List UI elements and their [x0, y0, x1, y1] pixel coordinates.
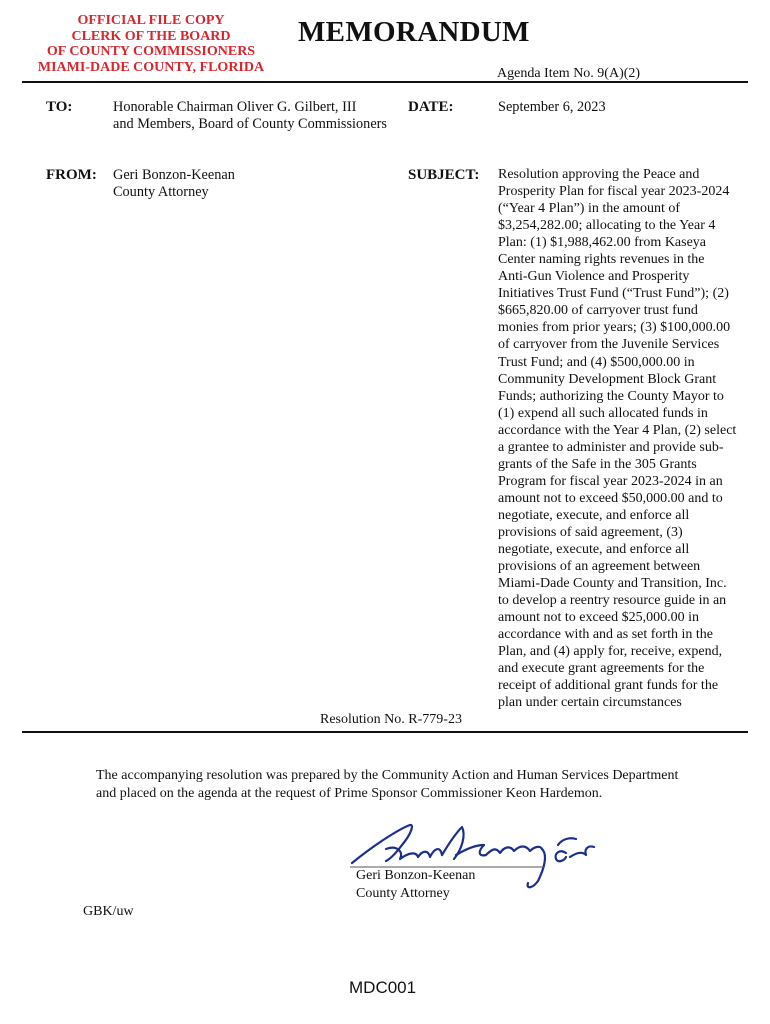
date-label: DATE: [408, 99, 454, 115]
stamp-line: CLERK OF THE BOARD [71, 28, 231, 44]
body-line: and placed on the agenda at the request of Prime Sponsor Commissioner Keon Hardemon. [96, 786, 603, 801]
from-line: County Attorney [113, 184, 209, 200]
signer-name: Geri Bonzon-Keenan [356, 868, 476, 883]
to-line: and Members, Board of County Commissioners [113, 116, 388, 132]
to-line: Honorable Chairman Oliver G. Gilbert, III [113, 99, 357, 115]
stamp-line: OF COUNTY COMMISSIONERS [46, 44, 256, 59]
memo-title: MEMORANDUM [298, 16, 530, 48]
stamp-line: MIAMI-DADE COUNTY, FLORIDA [37, 59, 265, 75]
from-sender [113, 167, 235, 201]
from-line: Geri Bonzon-Keenan [113, 167, 235, 183]
subject-label: SUBJECT: [408, 167, 480, 183]
to-recipient [113, 99, 387, 133]
typist-initials: GBK/uw [83, 904, 134, 919]
resolution-number: Resolution No. R-779-23 [320, 712, 462, 727]
date-value: September 6, 2023 [498, 99, 606, 115]
from-label: FROM: [46, 167, 97, 183]
header-divider [22, 81, 748, 83]
to-label: TO: [46, 99, 73, 115]
subject-text: Resolution approving the Peace and Prosperity Plan for fiscal year 2023-2024 (“Year 4 Plan”) in the amount of $3,254,282.00; allocating to the Year 4 Plan: (1) $1,988,462.00 from Kaseya Center naming rights revenues in the Anti-Gun Violence and Prosperity Initiatives Trust Fund (“Trust Fund”); (2) $665,820.00 of carryover trust fund monies from prior years; (3) $100,000.00 of carryover from the Juvenile Services Trust Fund; and (4) $500,000.00 in Community Development Block Grant Funds; authorizing the County Mayor to (1) expend all such allocated funds in accordance with the Year 4 Plan, (2) select a grantee to administer and provide sub- grants of the Safe in the 305 Grants Program for fiscal year 2023-2024 in an amount not to exceed $50,000.00 and to negotiate, execute, and enforce all provisions of said agreement, (3) negotiate, execute, and enforce all provisions of an agreement between Miami-Dade County and Transition, Inc. to develop a reentry resource guide in an amount not to exceed $25,000.00 in accordance with and as set forth in the Plan, and (4) apply for, receive, expend, and execute grant agreements for the receipt of additional grant funds for the plan under certain circumstances [498, 167, 737, 711]
agenda-item-number: Agenda Item No. 9(A)(2) [497, 66, 641, 81]
signer-block [356, 867, 475, 903]
subject-divider [22, 731, 748, 733]
footer-code: MDC001 [349, 978, 417, 997]
stamp-line: OFFICIAL FILE COPY [77, 13, 225, 28]
official-file-copy-stamp [22, 13, 280, 75]
signer-title: County Attorney [356, 886, 450, 901]
body-line: The accompanying resolution was prepared by the Community Action and Human Services Department [96, 768, 679, 783]
memo-body [96, 767, 678, 803]
